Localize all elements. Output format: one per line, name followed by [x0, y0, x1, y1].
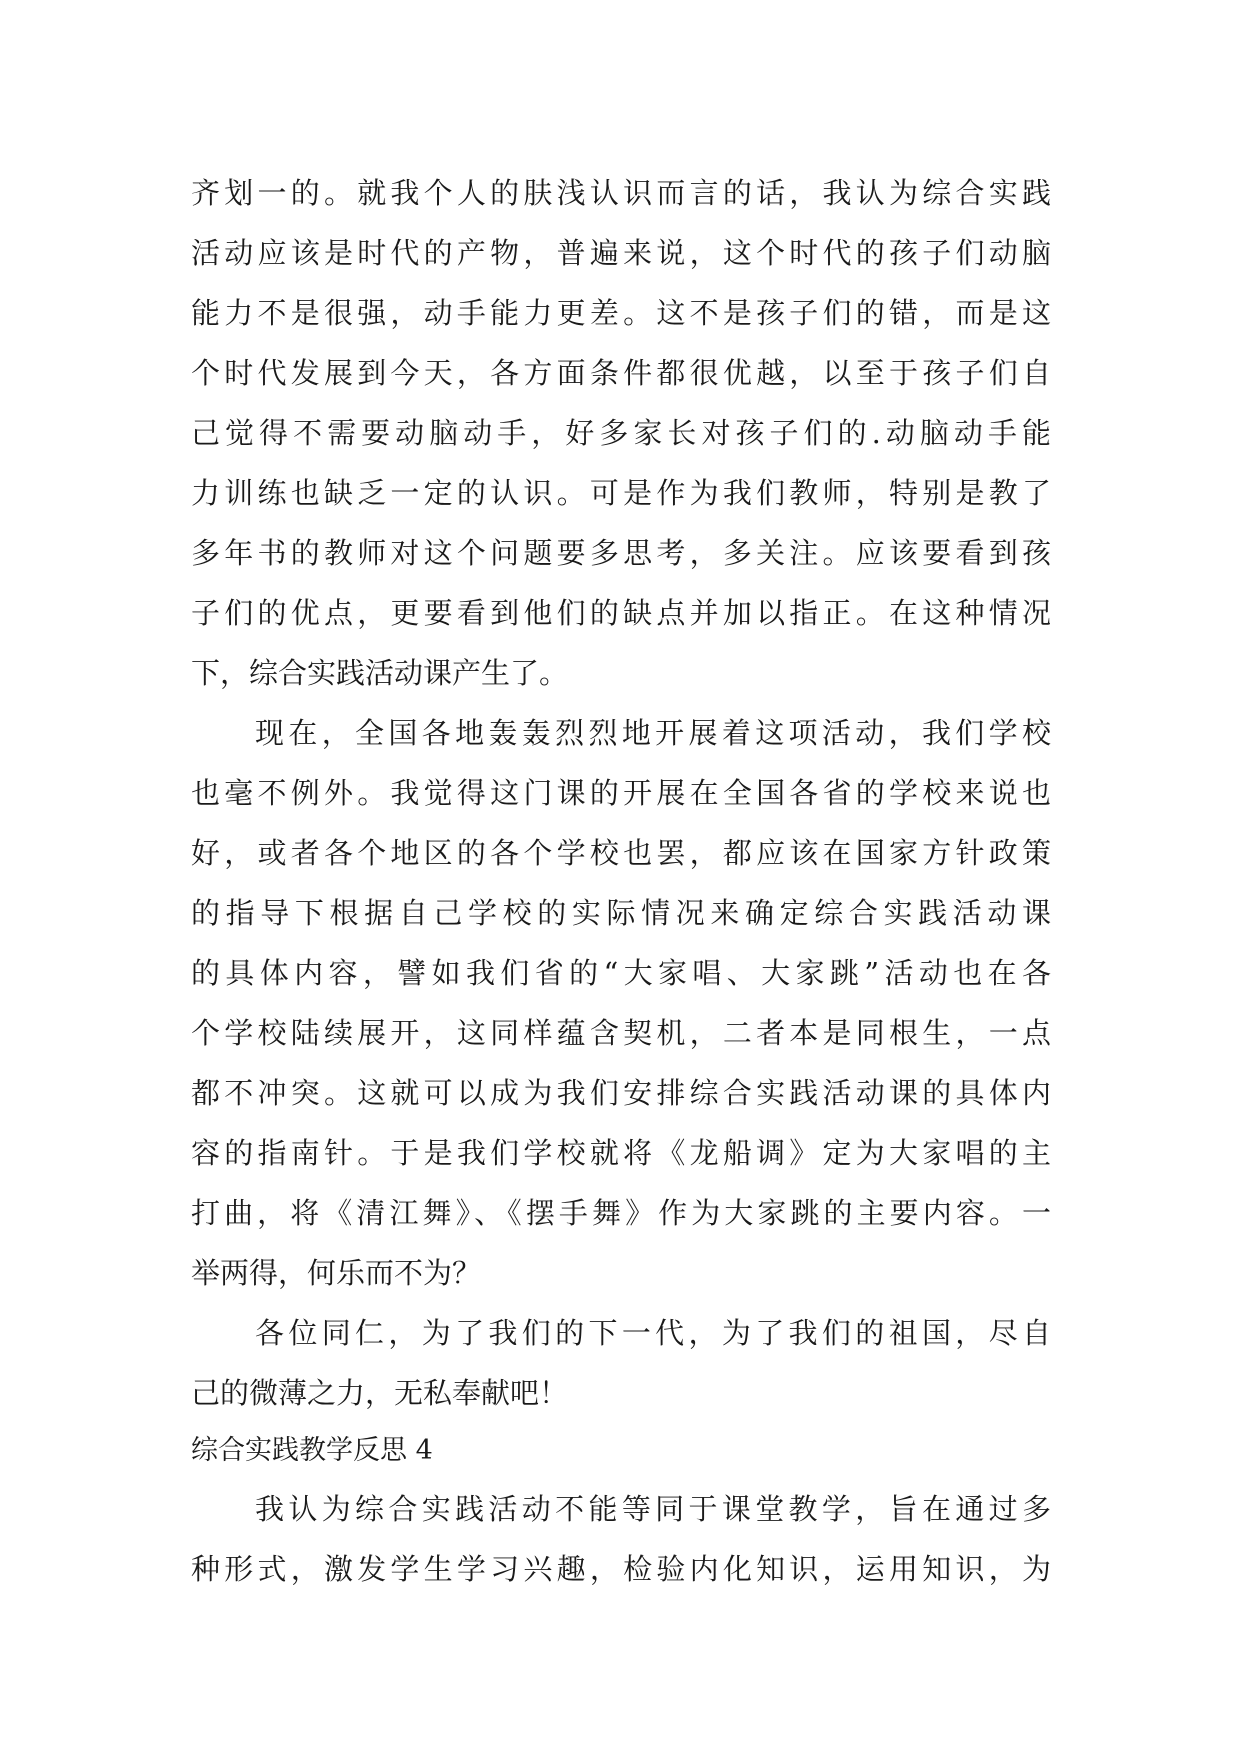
text-line: 的指导下根据自己学校的实际情况来确定综合实践活动课: [191, 896, 1051, 930]
text-line: 种形式，激发学生学习兴趣，检验内化知识，运用知识，为: [191, 1552, 1051, 1586]
text-line: 活动应该是时代的产物，普遍来说，这个时代的孩子们动脑: [191, 236, 1051, 270]
text-line: 下，综合实践活动课产生了。: [191, 656, 569, 690]
text-line: 己觉得不需要动脑动手，好多家长对孩子们的.动脑动手能: [191, 416, 1051, 450]
text-line: 个学校陆续展开，这同样蕴含契机，二者本是同根生，一点: [191, 1016, 1051, 1050]
section-heading: 综合实践教学反思 4: [191, 1435, 433, 1466]
text-line: 我认为综合实践活动不能等同于课堂教学，旨在通过多: [255, 1492, 1051, 1526]
text-line: 己的微薄之力，无私奉献吧！: [191, 1376, 569, 1410]
paragraph-4: [191, 1479, 1051, 1599]
document-body: [191, 163, 1051, 1599]
text-line: 齐划一的。就我个人的肤浅认识而言的话，我认为综合实践: [191, 176, 1051, 210]
text-line: 举两得，何乐而不为？: [191, 1256, 482, 1290]
text-line: 都不冲突。这就可以成为我们安排综合实践活动课的具体内: [191, 1076, 1051, 1110]
text-line: 好，或者各个地区的各个学校也罢，都应该在国家方针政策: [191, 836, 1051, 870]
paragraph-3: [191, 1303, 1051, 1423]
paragraph-1: [191, 163, 1051, 703]
text-line: 个时代发展到今天，各方面条件都很优越，以至于孩子们自: [191, 356, 1051, 390]
paragraph-2: [191, 703, 1051, 1303]
text-line: 打曲，将《清江舞》、《摆手舞》作为大家跳的主要内容。一: [191, 1196, 1051, 1230]
text-line: 也毫不例外。我觉得这门课的开展在全国各省的学校来说也: [191, 776, 1051, 810]
text-line: 子们的优点，更要看到他们的缺点并加以指正。在这种情况: [191, 596, 1051, 630]
text-line: 的具体内容，譬如我们省的“大家唱、大家跳”活动也在各: [191, 956, 1051, 990]
text-line: 各位同仁，为了我们的下一代，为了我们的祖国，尽自: [255, 1316, 1051, 1350]
text-line: 现在，全国各地轰轰烈烈地开展着这项活动，我们学校: [255, 716, 1051, 750]
text-line: 容的指南针。于是我们学校就将《龙船调》定为大家唱的主: [191, 1136, 1051, 1170]
text-line: 多年书的教师对这个问题要多思考，多关注。应该要看到孩: [191, 536, 1051, 570]
text-line: 能力不是很强，动手能力更差。这不是孩子们的错，而是这: [191, 296, 1051, 330]
text-line: 力训练也缺乏一定的认识。可是作为我们教师，特别是教了: [191, 476, 1051, 510]
